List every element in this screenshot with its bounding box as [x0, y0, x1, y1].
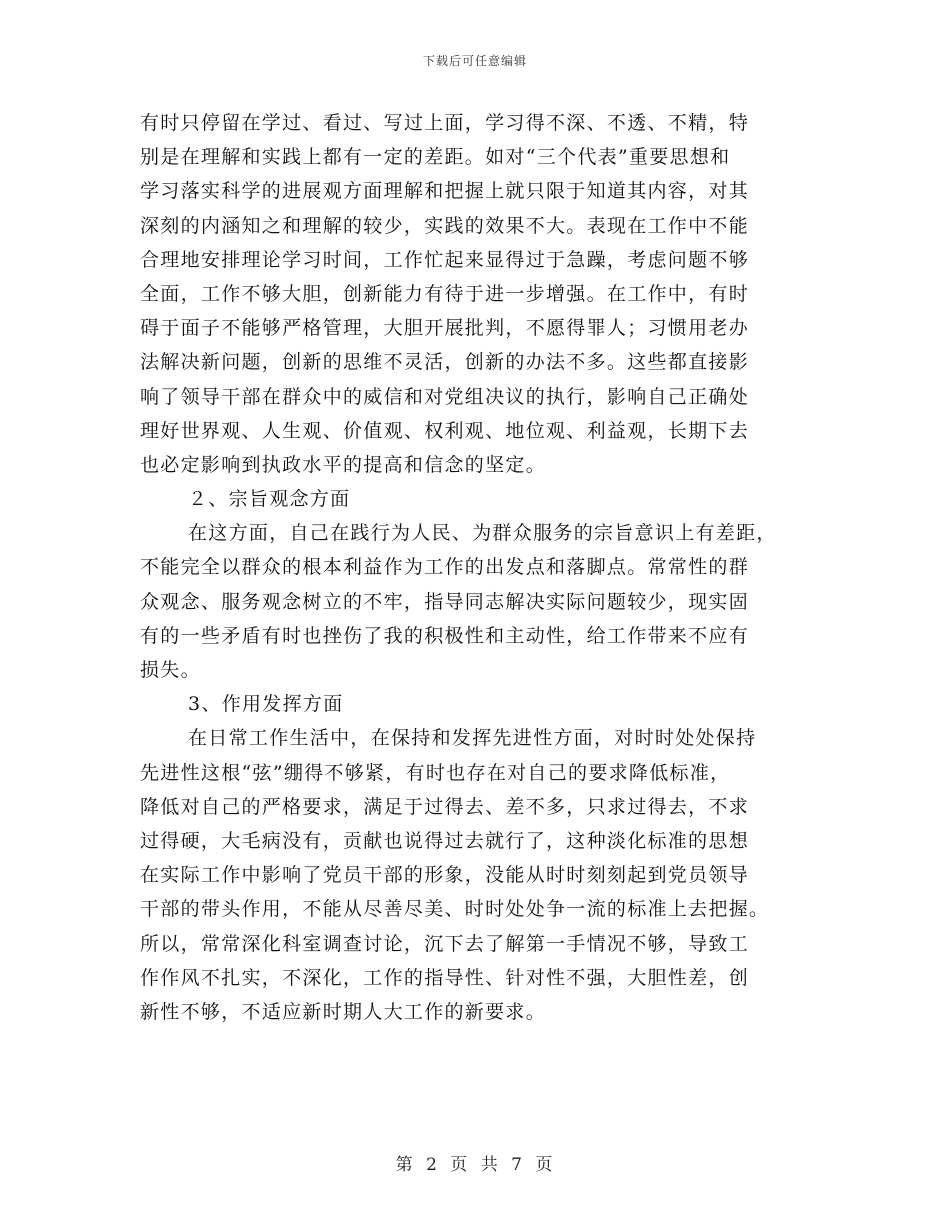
- page-footer: 第 2 页 共 7 页: [395, 1155, 555, 1175]
- text-line: 众观念、服务观念树立的不牢，指导同志解决实际问题较少，现实固: [140, 590, 750, 613]
- text-line: 学习落实科学的进展观方面理解和把握上就只限于知道其内容，对其: [140, 180, 750, 203]
- text-line: 新性不够，不适应新时期人大工作的新要求。: [140, 1000, 547, 1023]
- text-line: 损失。: [140, 659, 201, 681]
- page-header: 下载后可任意编辑: [422, 54, 527, 68]
- text-line: 降低对自己的严格要求，满足于过得去、差不多，只求过得去，不求: [140, 795, 750, 818]
- text-line: 法解决新问题，创新的思维不灵活，创新的办法不多。这些都直接影: [140, 351, 750, 374]
- text-line: 作作风不扎实，不深化，工作的指导性、针对性不强，大胆性差，创: [140, 966, 750, 989]
- text-line: 别是在理解和实践上都有一定的差距。如对“三个代表”重要思想和: [140, 146, 731, 169]
- document-body: [140, 106, 810, 1029]
- text-line: 先进性这根“弦”绷得不够紧，有时也存在对自己的要求降低标准，: [140, 761, 731, 784]
- text-line: 干部的带头作用，不能从尽善尽美、时时处处争一流的标准上去把握。: [140, 898, 770, 921]
- text-line: 有的一些矛盾有时也挫伤了我的积极性和主动性，给工作带来不应有: [140, 624, 750, 647]
- text-line: ２、宗旨观念方面: [188, 488, 351, 511]
- text-line: 有时只停留在学过、看过、写过上面，学习得不深、不透、不精，特: [140, 112, 750, 134]
- text-line: 也必定影响到执政水平的提高和信念的坚定。: [140, 453, 547, 476]
- text-line: 在日常工作生活中，在保持和发挥先进性方面，对时时处处保持: [188, 727, 757, 750]
- text-line: 合理地安排理论学习时间，工作忙起来显得过于急躁，考虑问题不够: [140, 248, 750, 271]
- text-line: 深刻的内涵知之和理解的较少，实践的效果不大。表现在工作中不能: [140, 214, 750, 237]
- text-line: 响了领导干部在群众中的威信和对党组决议的执行，影响自己正确处: [140, 385, 750, 408]
- text-line: 碍于面子不能够严格管理，大胆开展批判，不愿得罪人；习惯用老办: [140, 317, 750, 340]
- text-line: 理好世界观、人生观、价值观、权利观、地位观、利益观，长期下去: [140, 419, 750, 442]
- text-line: 在实际工作中影响了党员干部的形象，没能从时时刻刻起到党员领导: [140, 864, 750, 887]
- text-line: 全面，工作不够大胆，创新能力有待于进一步增强。在工作中，有时: [140, 282, 750, 305]
- text-line: 在这方面，自己在践行为人民、为群众服务的宗旨意识上有差距，: [188, 522, 777, 545]
- text-line: 3、作用发挥方面: [188, 693, 344, 716]
- text-line: 过得硬，大毛病没有，贡献也说得过去就行了，这种淡化标准的思想: [140, 829, 750, 852]
- text-line: 不能完全以群众的根本利益作为工作的出发点和落脚点。常常性的群: [140, 556, 750, 579]
- text-line: 所以，常常深化科室调查讨论，沉下去了解第一手情况不够，导致工: [140, 932, 750, 955]
